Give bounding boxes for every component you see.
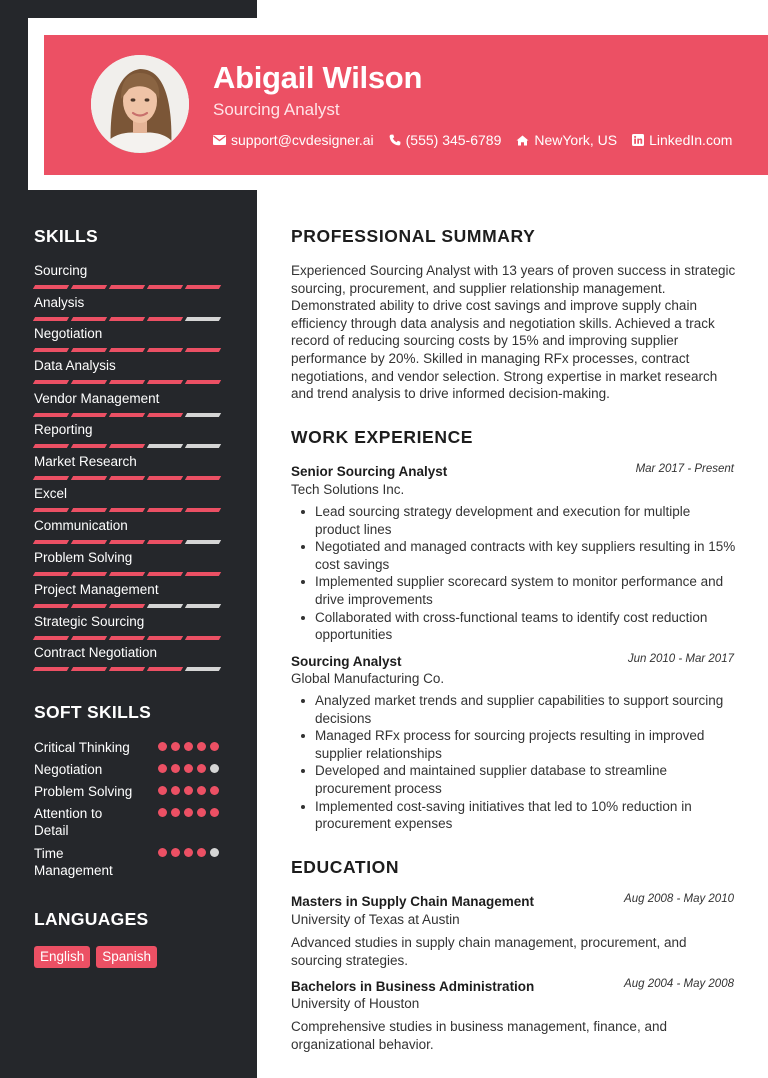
rating-dot [158, 764, 167, 773]
soft-skill-item [34, 761, 224, 778]
soft-skill-item [34, 739, 224, 756]
skill-bar-segment [33, 348, 69, 352]
skill-bar-segment [109, 380, 145, 384]
degree-description: Advanced studies in supply chain management, procurement, and sourcing strategies. [291, 935, 687, 968]
skill-bar-segment [71, 572, 107, 576]
skill-item [34, 358, 224, 384]
skill-level-bar [34, 572, 224, 576]
skill-bar-segment [147, 476, 183, 480]
skill-bar-segment [71, 636, 107, 640]
skill-bar-segment [71, 348, 107, 352]
job-company: Global Manufacturing Co. [291, 671, 445, 686]
skill-bar-segment [71, 540, 107, 544]
skill-level-bar [34, 317, 224, 321]
skill-item [34, 295, 224, 321]
contact-linkedin-text: LinkedIn.com [649, 132, 733, 148]
skill-item [34, 263, 224, 289]
linkedin-icon [632, 134, 644, 146]
list-item: Analyzed market trends and supplier capabilities to support sourcing decisions [296, 692, 736, 727]
list-item: Managed RFx process for sourcing projects resulting in improved supplier relationships [296, 727, 736, 762]
skill-name: Reporting [34, 422, 93, 437]
rating-dot [171, 742, 180, 751]
soft-skill-rating [158, 848, 219, 857]
skill-level-bar [34, 508, 224, 512]
skill-bar-segment [185, 444, 221, 448]
skill-bar-segment [185, 508, 221, 512]
skill-bar-segment [147, 285, 183, 289]
rating-dot [197, 764, 206, 773]
job-dates: Mar 2017 - Present [635, 463, 734, 475]
skill-bar-segment [71, 317, 107, 321]
contact-location-text: NewYork, US [534, 132, 618, 148]
skill-item [34, 486, 224, 512]
skill-name: Market Research [34, 454, 137, 469]
rating-dot [197, 742, 206, 751]
list-item: Negotiated and managed contracts with key suppliers resulting in 15% cost savings [296, 538, 736, 573]
candidate-title: Sourcing Analyst [213, 100, 340, 119]
job-company: Tech Solutions Inc. [291, 482, 405, 497]
language-tag: English [34, 946, 90, 968]
contact-row [213, 132, 732, 148]
skill-bar-segment [147, 508, 183, 512]
skill-name: Data Analysis [34, 358, 116, 373]
soft-skill-rating [158, 786, 219, 795]
skill-bar-segment [147, 572, 183, 576]
skill-name: Problem Solving [34, 550, 133, 565]
soft-skills-heading: SOFT SKILLS [34, 702, 152, 722]
soft-skill-item [34, 845, 224, 879]
rating-dot [171, 848, 180, 857]
skill-item [34, 518, 224, 544]
skill-bar-segment [109, 604, 145, 608]
home-icon [516, 135, 529, 146]
degree-dates: Aug 2008 - May 2010 [624, 893, 734, 905]
skill-name: Communication [34, 518, 128, 533]
skill-bar-segment [109, 667, 145, 671]
skill-bar-segment [109, 508, 145, 512]
skill-bar-segment [33, 413, 69, 417]
skill-bar-segment [109, 285, 145, 289]
rating-dot [158, 808, 167, 817]
skill-bar-segment [185, 540, 221, 544]
skill-bar-segment [185, 380, 221, 384]
skill-item [34, 454, 224, 480]
rating-dot [197, 808, 206, 817]
rating-dot [184, 764, 193, 773]
skill-item [34, 550, 224, 576]
skill-name: Vendor Management [34, 391, 160, 406]
list-item: Developed and maintained supplier database to streamline procurement process [296, 762, 736, 797]
degree-dates: Aug 2004 - May 2008 [624, 978, 734, 990]
skill-level-bar [34, 444, 224, 448]
skill-level-bar [34, 285, 224, 289]
skill-bar-segment [185, 667, 221, 671]
job-title: Senior Sourcing Analyst [291, 464, 448, 479]
skill-item [34, 326, 224, 352]
skill-bar-segment [185, 476, 221, 480]
skill-bar-segment [147, 604, 183, 608]
skill-level-bar [34, 540, 224, 544]
skill-name: Excel [34, 486, 68, 501]
skill-bar-segment [71, 667, 107, 671]
skill-level-bar [34, 667, 224, 671]
skill-bar-segment [147, 540, 183, 544]
rating-dot [210, 786, 219, 795]
skill-level-bar [34, 380, 224, 384]
skill-bar-segment [109, 413, 145, 417]
skill-name: Negotiation [34, 326, 103, 341]
rating-dot [158, 786, 167, 795]
school-name: University of Texas at Austin [291, 912, 460, 927]
rating-dot [171, 764, 180, 773]
languages-list [34, 946, 157, 968]
skill-name: Contract Negotiation [34, 645, 158, 660]
skill-item [34, 645, 224, 671]
degree-title: Bachelors in Business Administration [291, 979, 535, 994]
skill-bar-segment [109, 636, 145, 640]
rating-dot [184, 742, 193, 751]
languages-heading: LANGUAGES [34, 909, 149, 929]
skill-item [34, 614, 224, 640]
rating-dot [158, 742, 167, 751]
soft-skill-name: Critical Thinking [34, 740, 130, 755]
rating-dot [197, 848, 206, 857]
skill-bar-segment [33, 604, 69, 608]
rating-dot [171, 808, 180, 817]
skill-bar-segment [185, 348, 221, 352]
skill-item [34, 422, 224, 448]
skill-bar-segment [109, 317, 145, 321]
skill-bar-segment [109, 476, 145, 480]
contact-linkedin[interactable] [632, 132, 732, 148]
job-bullets [296, 503, 736, 644]
skill-bar-segment [147, 380, 183, 384]
skill-bar-segment [147, 317, 183, 321]
skills-heading: SKILLS [34, 226, 99, 246]
skill-bar-segment [147, 636, 183, 640]
rating-dot [171, 786, 180, 795]
skill-name: Analysis [34, 295, 85, 310]
skill-bar-segment [185, 285, 221, 289]
soft-skill-item [34, 805, 224, 839]
skill-level-bar [34, 636, 224, 640]
skill-bar-segment [33, 317, 69, 321]
skill-item [34, 582, 224, 608]
list-item: Implemented supplier scorecard system to monitor performance and drive improvements [296, 573, 736, 608]
rating-dot [184, 848, 193, 857]
skill-bar-segment [71, 413, 107, 417]
soft-skill-item [34, 783, 224, 800]
skill-bar-segment [109, 540, 145, 544]
skill-level-bar [34, 604, 224, 608]
rating-dot [210, 848, 219, 857]
rating-dot [210, 742, 219, 751]
skill-bar-segment [71, 285, 107, 289]
skill-bar-segment [71, 380, 107, 384]
skill-bar-segment [147, 413, 183, 417]
soft-skill-name: Attention to Detail [34, 806, 103, 838]
skill-level-bar [34, 413, 224, 417]
skill-bar-segment [33, 380, 69, 384]
degree-title: Masters in Supply Chain Management [291, 894, 535, 909]
skill-bar-segment [71, 508, 107, 512]
skill-level-bar [34, 348, 224, 352]
skill-bar-segment [33, 667, 69, 671]
skill-bar-segment [147, 444, 183, 448]
list-item: Implemented cost-saving initiatives that led to 10% reduction in procurement expenses [296, 798, 736, 833]
education-heading: EDUCATION [291, 857, 400, 877]
skill-bar-segment [33, 540, 69, 544]
contact-phone[interactable] [389, 132, 502, 148]
skill-bar-segment [185, 413, 221, 417]
skill-bar-segment [185, 317, 221, 321]
skill-name: Strategic Sourcing [34, 614, 145, 629]
list-item: Lead sourcing strategy development and execution for multiple product lines [296, 503, 736, 538]
envelope-icon [213, 135, 226, 145]
skill-name: Sourcing [34, 263, 88, 278]
contact-email[interactable] [213, 132, 374, 148]
skill-bar-segment [147, 667, 183, 671]
skill-bar-segment [33, 636, 69, 640]
soft-skill-rating [158, 742, 219, 751]
rating-dot [210, 764, 219, 773]
soft-skill-name: Problem Solving [34, 784, 133, 799]
skill-bar-segment [109, 348, 145, 352]
avatar [91, 55, 189, 153]
school-name: University of Houston [291, 996, 420, 1011]
phone-icon [389, 134, 401, 146]
skill-bar-segment [33, 508, 69, 512]
skill-bar-segment [109, 444, 145, 448]
skill-bar-segment [71, 604, 107, 608]
skill-bar-segment [71, 444, 107, 448]
rating-dot [184, 808, 193, 817]
summary-text: Experienced Sourcing Analyst with 13 years of proven success in strategic sourcing, procurement, and supplier relationship management. Demonstrated ability to drive cost savings and improve supply chain efficiency through data analysis and negotiation skills. Achieved a track record of reducing sourcing costs by 15% and improving supplier performance by 20%. Skilled in managing RFx processes, contract negotiations, and vendor selection. Strong expertise in market research and trend analysis to drive informed decision-making. [291, 263, 736, 402]
skill-bar-segment [33, 572, 69, 576]
skill-bar-segment [71, 476, 107, 480]
skill-bar-segment [109, 572, 145, 576]
language-tag: Spanish [96, 946, 157, 968]
experience-heading: WORK EXPERIENCE [291, 427, 474, 447]
skill-bar-segment [185, 636, 221, 640]
soft-skill-name: Negotiation [34, 762, 103, 777]
soft-skill-rating [158, 764, 219, 773]
skill-bar-segment [147, 348, 183, 352]
skill-level-bar [34, 476, 224, 480]
job-dates: Jun 2010 - Mar 2017 [627, 653, 734, 665]
skill-bar-segment [33, 476, 69, 480]
candidate-name: Abigail Wilson [213, 60, 423, 95]
soft-skill-rating [158, 808, 219, 817]
skill-bar-segment [185, 572, 221, 576]
list-item: Collaborated with cross-functional teams to identify cost reduction opportunities [296, 609, 736, 644]
rating-dot [184, 786, 193, 795]
rating-dot [197, 786, 206, 795]
rating-dot [158, 848, 167, 857]
degree-description: Comprehensive studies in business management, finance, and organizational behavior. [291, 1019, 667, 1052]
skill-name: Project Management [34, 582, 159, 597]
job-bullets [296, 692, 736, 833]
rating-dot [210, 808, 219, 817]
contact-email-text: support@cvdesigner.ai [231, 132, 374, 148]
job-title: Sourcing Analyst [291, 654, 402, 669]
skill-bar-segment [33, 444, 69, 448]
contact-phone-text: (555) 345-6789 [405, 132, 502, 148]
skill-bar-segment [185, 604, 221, 608]
soft-skill-name: Time Management [34, 846, 113, 878]
contact-location[interactable] [516, 132, 617, 148]
skill-item [34, 391, 224, 417]
summary-heading: PROFESSIONAL SUMMARY [291, 226, 536, 246]
skill-bar-segment [33, 285, 69, 289]
